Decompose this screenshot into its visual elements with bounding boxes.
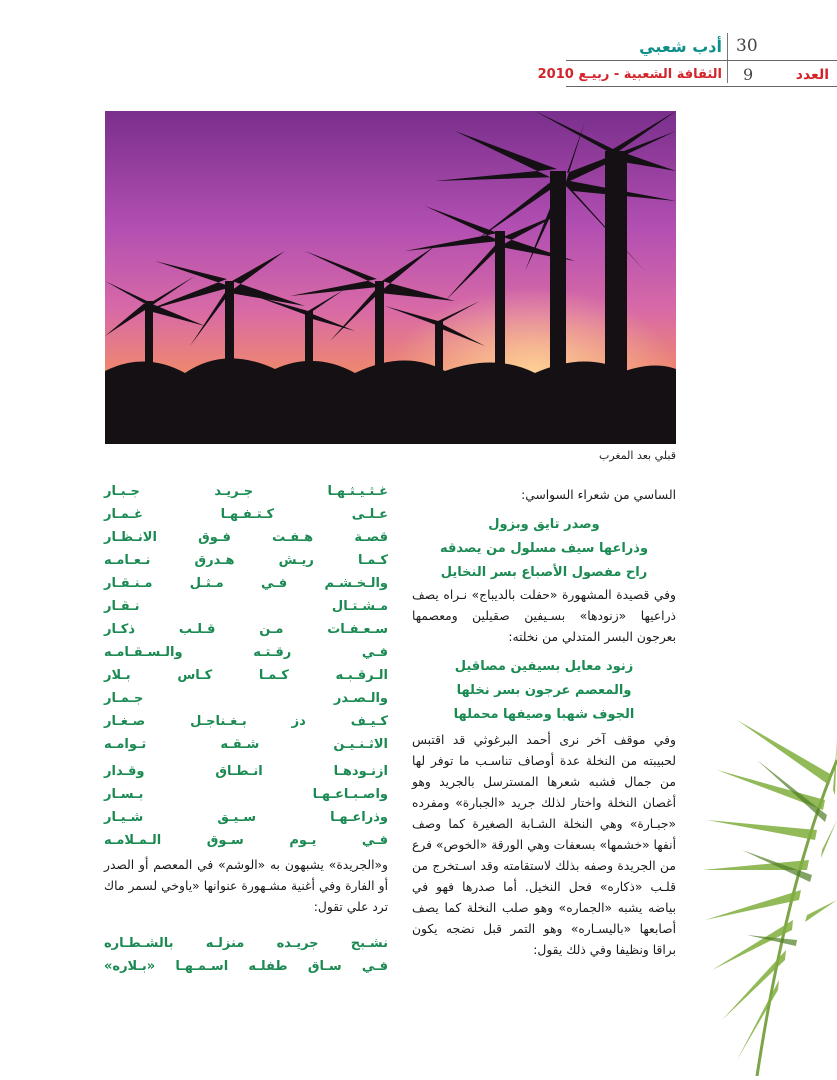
magazine-title: الثقافة الشعبية - ربيـع 2010 (537, 67, 722, 82)
poem-5 (104, 932, 388, 978)
poem-3-line: قصـة هـفـت فـوق الانـظـار (104, 530, 388, 545)
poem-2-line: زنود معايل بسيفين مصاقيل (454, 659, 634, 674)
poem-1-line: وصدر تايق وبزول (488, 517, 600, 532)
issue-number: 9 (743, 65, 754, 84)
paragraph-2 (412, 730, 676, 961)
poem-3-line: والـصـدر جـمـار (104, 691, 388, 706)
poem-3-line: والـخـشـم فـي مـثـل مـنـقـار (104, 576, 388, 591)
poem-2-line: الجوف شهبا وصيفها محملها (453, 707, 635, 722)
palm-sunset-photo (105, 111, 676, 444)
poem-3-line: سـعـفـات مـن قـلـب ذكـار (104, 622, 388, 637)
poem-3-line: كـمـا ريـش هـدرق نـعـامـه (104, 553, 388, 568)
header-rule-top (566, 60, 837, 61)
poem-4-line: وذراعـهـا سـيـق شـيـار (104, 810, 388, 825)
poem-3-line: الـرقـبـه كـمـا كـاس بـلار (104, 668, 388, 683)
section-title: أدب شعبي (639, 37, 722, 56)
paragraph-2-text: وفي موقف آخر نرى أحمد البرغوثي قد اقتبس لحبيبته من النخلة عدة أوصاف تناسـب ما توفر لها من جمال فشبه شعرها المسترسل بالجريد وهو أغصان النخلة واختار لذلك جريد «الجبارة» ومفرده «جبـارة» وهي النخلة الشـابة الصغيرة كما وصف أنفها «خشمها» بسعفات وهي الورقة «الخوص» فرع من الجريدة وصفه بذلك لاستقامته وقد اسـتخرج من قلـب «ذكاره» فحل النخيل. أما صدرها فهو في بياضه يشبه «الجماره» وهو صلب النخلة كما يصف أصابعها «باليسـاره» وهو التمر قبل نضجه يكون براقا ونظيفا وفي ذلك يقول: (412, 733, 676, 957)
poem-3-line: الاثـنـيـن شـقـه تـوامـه (104, 737, 388, 752)
issue-label: العدد (795, 67, 829, 83)
poem-1 (412, 513, 676, 585)
poem-4-line: واصـبـاعـهـا بـسـار (104, 787, 388, 802)
poem-2 (412, 655, 676, 727)
poem-4-line: ازنـودهـا انـطـاق وقـدار (104, 764, 388, 779)
poem-3-line: كـيـف دز بـغـناجـل صـغـار (104, 714, 388, 729)
header-rule-bottom (566, 86, 837, 87)
poem-5-line: فـي سـاق طفلـه اسـمـهـا «بـلاره» (104, 959, 388, 974)
photo-caption: قبلي بعد المغرب (598, 449, 676, 462)
header-divider-vertical (727, 33, 728, 83)
poem-3-line: غـثـيـثـهـا جـريـد جـبـار (104, 484, 388, 499)
paragraph-1-text: وفي قصيدة المشهورة «حفلت بالديباج» نـراه يصف ذراعيها «زنودها» بسـيفين صقيلين ومعصمها بعرجون البسر المتدلي من نخلته: (412, 588, 676, 644)
palm-frond-decoration (697, 700, 837, 1076)
poem-1-line: وذراعها سيف مسلول من يصدقه (439, 541, 649, 556)
poem-3-line: مـشـتـال نـقـار (104, 599, 388, 614)
poem-1-line: راح مفصول الأصباع بسر النخايل (440, 565, 648, 580)
page-number: 30 (736, 36, 758, 56)
poem-5-line: نشـبح جريـده منزلـه بالشـطـاره (104, 936, 388, 951)
paragraph-3-text: و«الجريدة» يشبهون به «الوشم» في المعصم أو الصدر أو الفارة وفي أغنية مشـهورة عنوانها «ياوخي لسمر ماك ترد علي تقول: (104, 858, 388, 914)
poem-4-line: فـي يـوم سـوق الـمـلامـه (104, 833, 388, 848)
poem-2-line: والمعصم عرجون بسر نخلها (456, 683, 632, 698)
poem-3-line: عـلـى كـتـفـهـا غـمـار (104, 507, 388, 522)
poem-3-line: فـي رقـتـه والـسـقـامـه (104, 645, 388, 660)
poem-3 (104, 480, 388, 756)
intro-line (412, 485, 676, 506)
paragraph-3 (104, 855, 388, 918)
poem-4 (104, 760, 388, 852)
intro-text: الساسي من شعراء السواسي: (521, 488, 676, 502)
paragraph-1 (412, 585, 676, 648)
